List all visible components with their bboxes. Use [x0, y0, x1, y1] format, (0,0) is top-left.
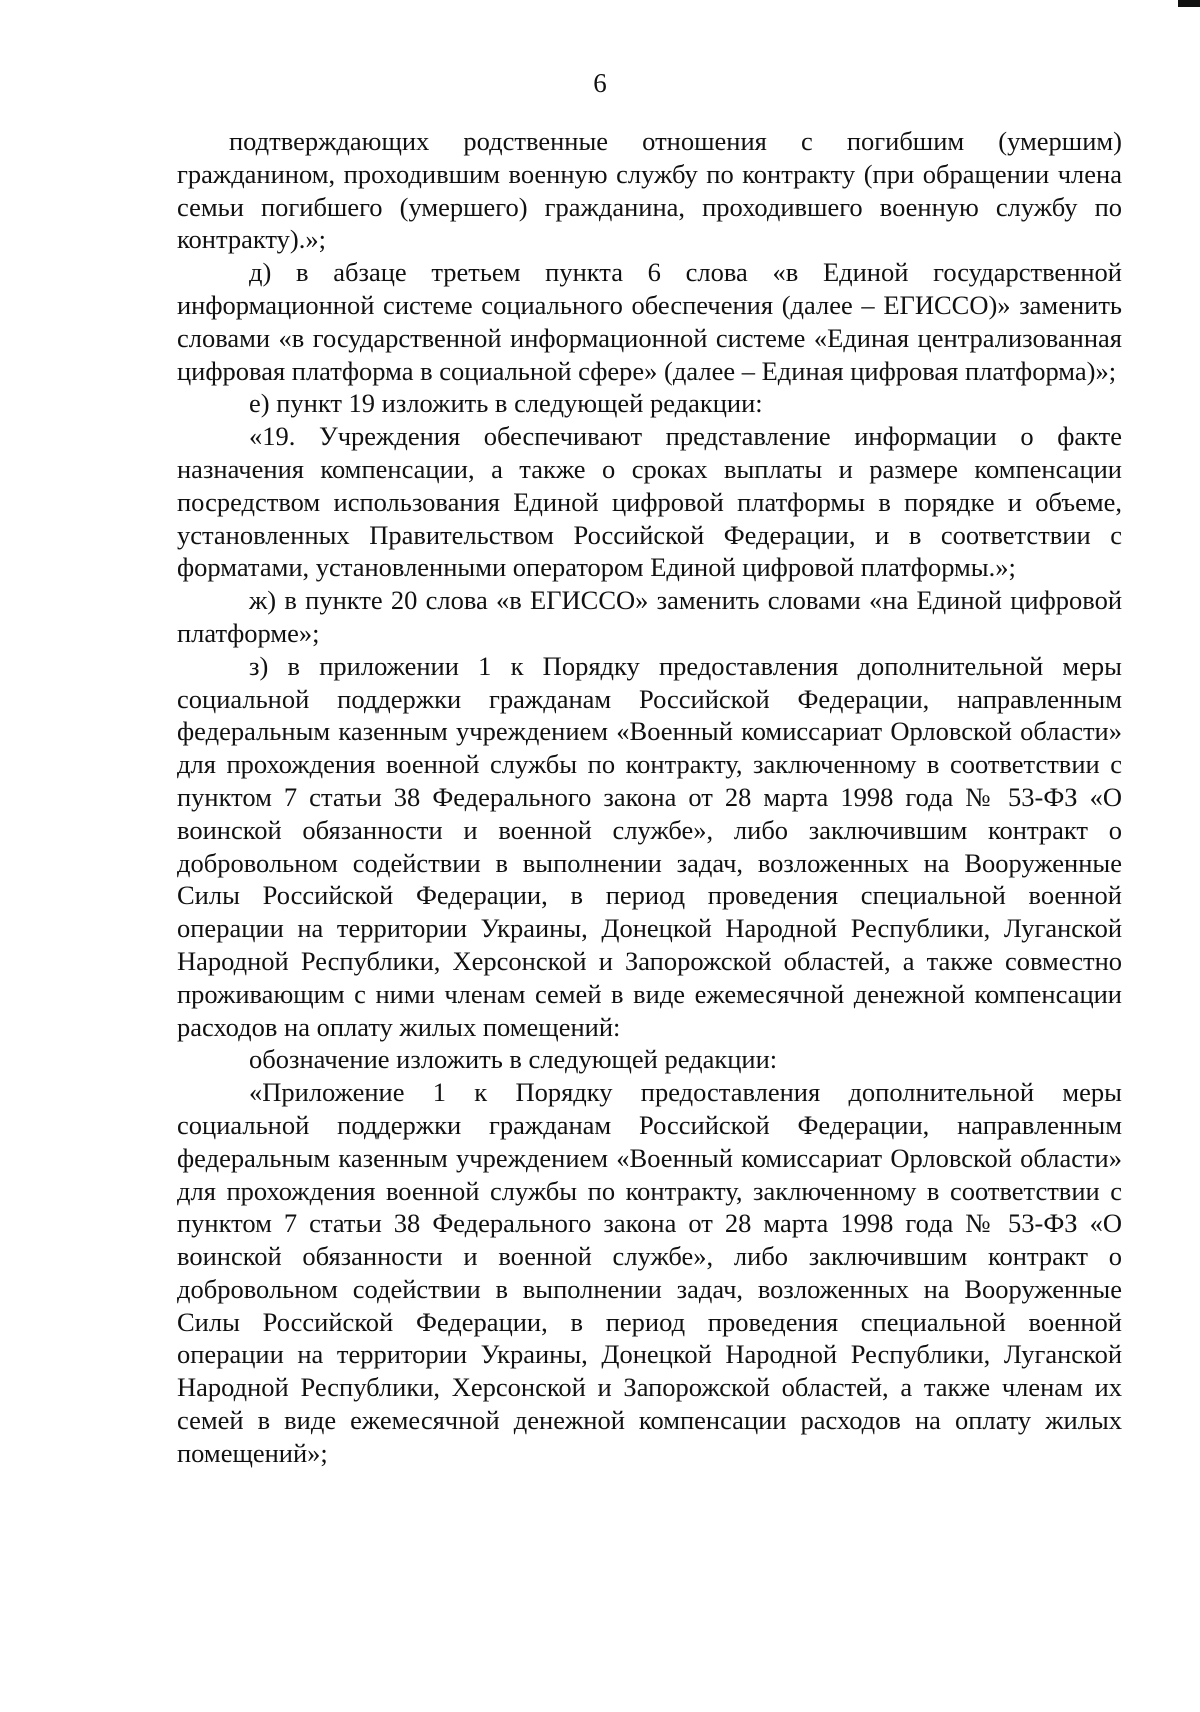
paragraph-continuation: подтверждающих родственные отношения с погибшим (умершим) гражданином, проходившим военную службу по контракту (при обращении члена семьи погибшего (умершего) гражданина, проходившего военную службу по контракту).»;: [177, 126, 1122, 255]
paragraph-appendix-1-text: «Приложение 1 к Порядку предоставления дополнительной меры социальной поддержки гражданам Российской Федерации, направленным федеральным казенным учреждением «Военный комиссариат Орловской области» для прохождения военной службы по контракту, заключенному в соответствии с пунктом 7 статьи 38 Федерального закона от 28 марта 1998 года № 53-ФЗ «О воинской обязанности и военной службе», либо заключившим контракт о добровольном содействии в выполнении задач, возложенных на Вооруженные Силы Российской Федерации, в период проведения специальной военной операции на территории Украины, Донецкой Народной Республики, Луганской Народной Республики, Херсонской и Запорожской областей, а также членам их семей в виде ежемесячной денежной компенсации расходов на оплату жилых помещений»;: [177, 1077, 1122, 1468]
scan-corner-mark: [1178, 0, 1200, 7]
paragraph-item-d: д) в абзаце третьем пункта 6 слова «в Единой государственной информационной системе социального обеспечения (далее – ЕГИССО)» заменить словами «в государственной информационной системе «Единая централизованная цифровая платформа в социальной сфере» (далее – Единая цифровая платформа)»;: [177, 257, 1122, 386]
paragraph-item-19-text: «19. Учреждения обеспечивают представление информации о факте назначения компенсации, а также о сроках выплаты и размере компенсации посредством использования Единой цифровой платформы в порядке и объеме, установленных Правительством Российской Федерации, и в соответствии с форматами, установленными оператором Единой цифровой платформы.»;: [177, 421, 1122, 583]
paragraph-item-z: з) в приложении 1 к Порядку предоставления дополнительной меры социальной поддержки гражданам Российской Федерации, направленным федеральным казенным учреждением «Военный комиссариат Орловской области» для прохождения военной службы по контракту, заключенному в соответствии с пунктом 7 статьи 38 Федерального закона от 28 марта 1998 года № 53-ФЗ «О воинской обязанности и военной службе», либо заключившим контракт о добровольном содействии в выполнении задач, возложенных на Вооруженные Силы Российской Федерации, в период проведения специальной военной операции на территории Украины, Донецкой Народной Республики, Луганской Народной Республики, Херсонской и Запорожской областей, а также совместно проживающим с ними членам семей в виде ежемесячной денежной компенсации расходов на оплату жилых помещений:: [177, 650, 1122, 1042]
page-number: 6: [593, 68, 607, 98]
document-body: [177, 125, 1122, 1470]
paragraph-designation: обозначение изложить в следующей редакции:: [249, 1044, 778, 1075]
paragraph-item-e: е) пункт 19 изложить в следующей редакции:: [249, 388, 763, 419]
paragraph-item-zh: ж) в пункте 20 слова «в ЕГИССО» заменить словами «на Единой цифровой платформе»;: [177, 585, 1122, 648]
